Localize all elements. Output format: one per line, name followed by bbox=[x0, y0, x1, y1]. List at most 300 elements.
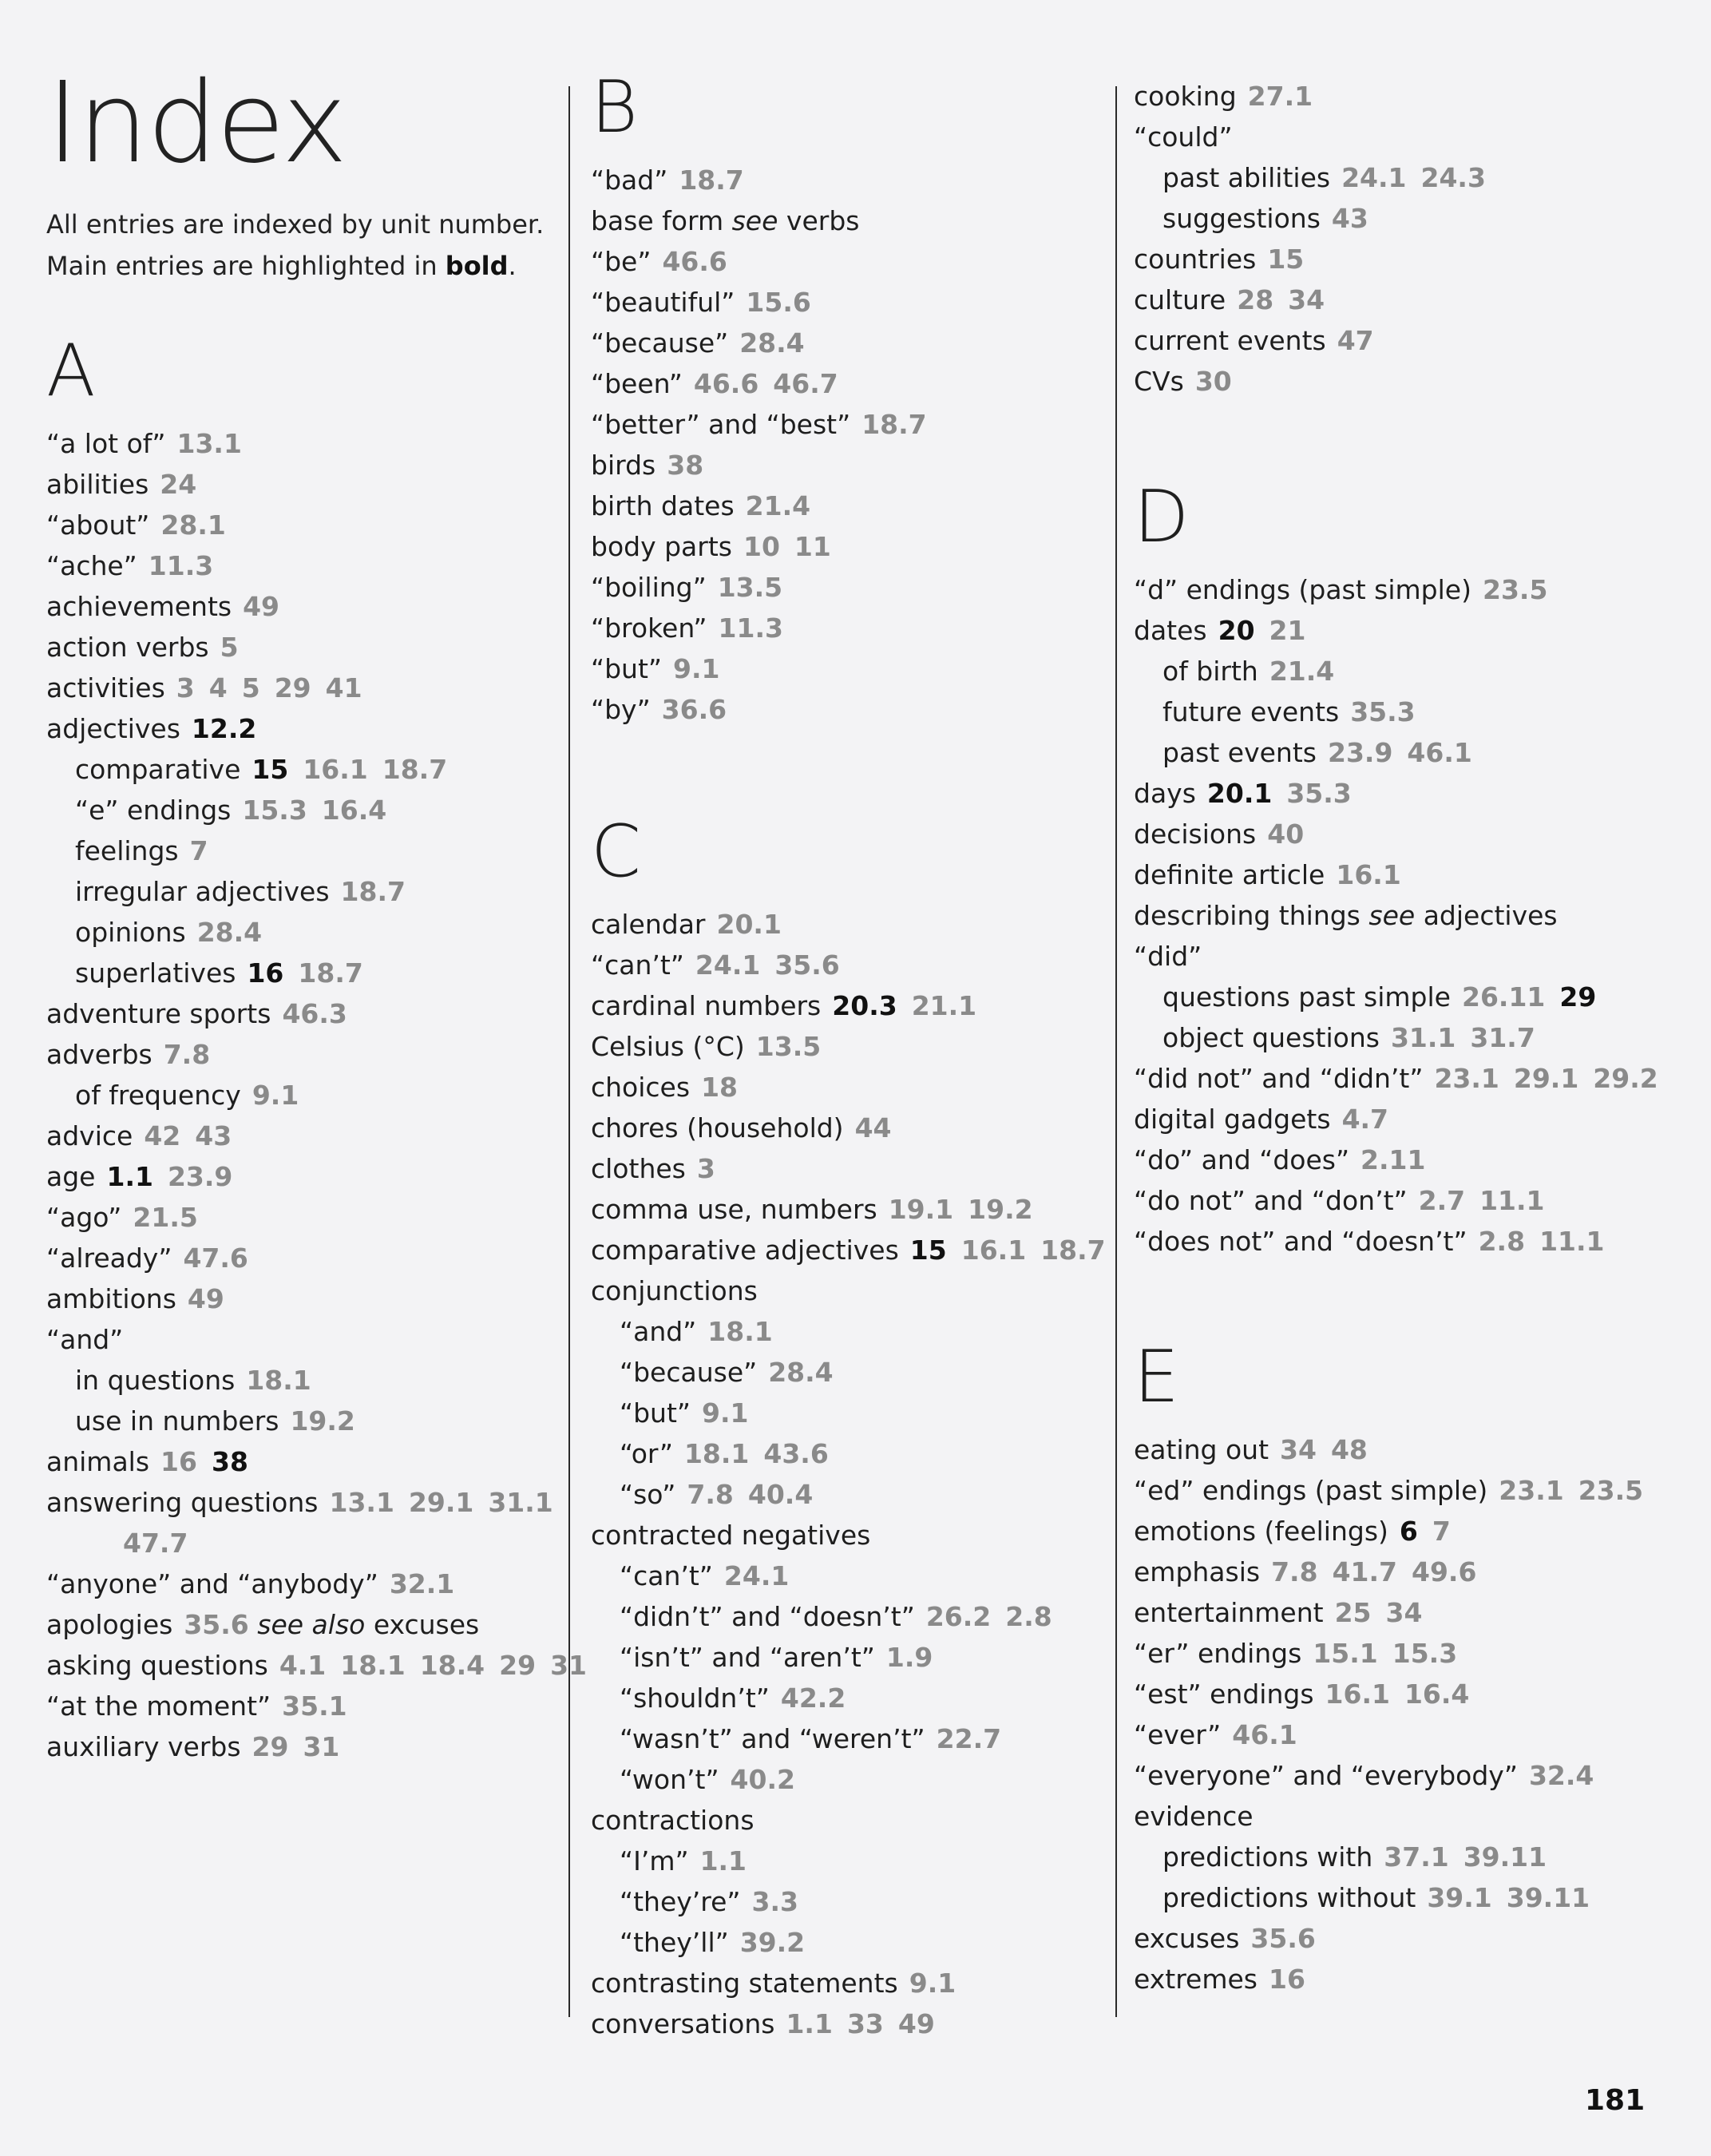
unit-number: 49.6 bbox=[1411, 1556, 1477, 1587]
index-entry bbox=[591, 1963, 1086, 2003]
entry-term: “ever” bbox=[1134, 1719, 1222, 1750]
entry-term: answering questions bbox=[46, 1487, 319, 1518]
unit-number: 16.4 bbox=[1404, 1678, 1470, 1710]
index-entry bbox=[591, 1596, 1086, 1637]
intro-text bbox=[46, 204, 557, 287]
unit-number: 15.6 bbox=[746, 287, 811, 318]
entry-term: predictions without bbox=[1162, 1882, 1416, 1913]
entry-term: Celsius (°C) bbox=[591, 1031, 745, 1062]
unit-number: 18.4 bbox=[419, 1650, 485, 1681]
index-entry bbox=[591, 1108, 1086, 1148]
entry-term: “by” bbox=[591, 694, 651, 725]
main-unit-number: 38 bbox=[211, 1446, 248, 1477]
see-target: adjectives bbox=[1423, 900, 1558, 931]
unit-number: 18.7 bbox=[340, 876, 406, 907]
unit-number: 40 bbox=[1267, 818, 1305, 850]
entry-term: asking questions bbox=[46, 1650, 268, 1681]
index-entry bbox=[1134, 1221, 1645, 1262]
entry-term: superlatives bbox=[75, 957, 236, 989]
entry-term: “so” bbox=[620, 1479, 676, 1510]
index-entry bbox=[1134, 361, 1645, 402]
unit-number: 47 bbox=[1337, 325, 1374, 356]
entry-term: birth dates bbox=[591, 490, 735, 521]
entry-term: irregular adjectives bbox=[75, 876, 330, 907]
unit-number: 16 bbox=[160, 1446, 197, 1477]
entry-term: “better” and “best” bbox=[591, 409, 851, 440]
index-entry bbox=[46, 1238, 541, 1278]
entry-term: adverbs bbox=[46, 1039, 152, 1070]
unit-number: 18.7 bbox=[679, 164, 744, 196]
unit-number: 7.8 bbox=[163, 1039, 211, 1070]
unit-number: 18.7 bbox=[298, 957, 363, 989]
unit-number: 21.4 bbox=[745, 490, 811, 521]
unit-number: 40.2 bbox=[730, 1764, 795, 1795]
entry-term: “at the moment” bbox=[46, 1690, 271, 1722]
unit-number: 46.6 bbox=[662, 246, 727, 277]
main-unit-number: 15 bbox=[909, 1235, 947, 1266]
entry-term: “does not” and “doesn’t” bbox=[1134, 1226, 1467, 1257]
entry-term: “or” bbox=[620, 1438, 673, 1469]
entry-term: achievements bbox=[46, 591, 232, 622]
unit-number: 15.3 bbox=[242, 795, 307, 826]
unit-number: 44 bbox=[854, 1112, 892, 1143]
entry-term: base form bbox=[591, 205, 724, 236]
unit-number: 26.11 bbox=[1461, 981, 1546, 1013]
entry-term: emotions (feelings) bbox=[1134, 1516, 1388, 1547]
section-gap bbox=[591, 730, 1086, 816]
index-entry bbox=[46, 1645, 587, 1686]
index-entry bbox=[1134, 1139, 1645, 1180]
unit-number: 2.8 bbox=[1005, 1601, 1052, 1632]
unit-number: 46.1 bbox=[1232, 1719, 1297, 1750]
entry-term: “ago” bbox=[46, 1202, 122, 1233]
entry-term: “but” bbox=[591, 653, 662, 684]
entry-term: animals bbox=[46, 1446, 150, 1477]
unit-number: 21.1 bbox=[911, 990, 977, 1021]
entry-term: “they’re” bbox=[620, 1886, 741, 1917]
unit-number: 39.1 bbox=[1427, 1882, 1492, 1913]
entry-term: “won’t” bbox=[620, 1764, 719, 1795]
see-reference: see also bbox=[257, 1609, 366, 1640]
section-letter: C bbox=[591, 810, 641, 894]
index-entry bbox=[1134, 117, 1645, 157]
entry-term: “do not” and “don’t” bbox=[1134, 1185, 1408, 1216]
entry-term: extremes bbox=[1134, 1964, 1258, 1995]
main-unit-number: 29 bbox=[1559, 981, 1597, 1013]
unit-number: 35.6 bbox=[1250, 1923, 1316, 1954]
unit-number: 43 bbox=[195, 1120, 232, 1151]
unit-number: 39.11 bbox=[1463, 1841, 1547, 1873]
unit-number: 13.5 bbox=[755, 1031, 822, 1062]
index-entry bbox=[591, 1393, 1086, 1433]
index-entry bbox=[591, 648, 1086, 689]
index-entry bbox=[46, 871, 541, 912]
index-entry bbox=[591, 1637, 1086, 1678]
intro-line-1: All entries are indexed by unit number. bbox=[46, 209, 545, 240]
entry-term: conversations bbox=[591, 2008, 775, 2039]
unit-number: 21 bbox=[1269, 615, 1306, 646]
index-entry bbox=[1134, 1552, 1645, 1592]
unit-number: 47.7 bbox=[123, 1528, 188, 1559]
entry-term: body parts bbox=[591, 531, 732, 562]
unit-number: 34 bbox=[1288, 284, 1325, 315]
index-entry bbox=[591, 1026, 1086, 1067]
entry-term: “wasn’t” and “weren’t” bbox=[620, 1723, 925, 1754]
see-reference: see bbox=[731, 205, 778, 236]
index-entry bbox=[591, 1718, 1086, 1759]
entry-term: predictions with bbox=[1162, 1841, 1373, 1873]
unit-number: 9.1 bbox=[673, 653, 720, 684]
index-entry bbox=[46, 464, 541, 505]
entry-term: “be” bbox=[591, 246, 652, 277]
index-entry bbox=[46, 1604, 541, 1645]
unit-number: 28 bbox=[1237, 284, 1274, 315]
index-entry bbox=[591, 1148, 1086, 1189]
index-entry bbox=[46, 912, 541, 953]
unit-number: 4.7 bbox=[1341, 1104, 1389, 1135]
index-entry bbox=[1134, 1796, 1645, 1837]
section-c bbox=[591, 810, 1106, 2044]
entry-term: “but” bbox=[620, 1397, 691, 1429]
unit-number: 43.6 bbox=[763, 1438, 829, 1469]
section-a bbox=[46, 329, 587, 1767]
index-entry bbox=[46, 790, 541, 830]
index-entry bbox=[591, 200, 1086, 241]
index-entry bbox=[591, 526, 1086, 567]
index-entry bbox=[46, 1116, 541, 1156]
unit-number: 42 bbox=[144, 1120, 181, 1151]
index-entry bbox=[1134, 157, 1645, 198]
unit-number: 18.7 bbox=[861, 409, 927, 440]
unit-number: 38 bbox=[667, 450, 704, 481]
page-number: 181 bbox=[1585, 2084, 1646, 2117]
main-unit-number: 1.1 bbox=[106, 1161, 153, 1192]
unit-number: 24.3 bbox=[1420, 162, 1486, 193]
unit-number: 1.9 bbox=[885, 1642, 933, 1673]
index-entry bbox=[591, 485, 1086, 526]
index-entry bbox=[1134, 814, 1645, 854]
entry-term: adventure sports bbox=[46, 998, 271, 1029]
index-entry bbox=[591, 1515, 1086, 1556]
intro-line-2-suffix: . bbox=[508, 251, 517, 281]
unit-number: 3 bbox=[696, 1153, 715, 1184]
entry-term: “because” bbox=[591, 327, 729, 359]
index-entry bbox=[591, 1189, 1086, 1230]
unit-number: 16.1 bbox=[1325, 1678, 1390, 1710]
unit-number: 46.6 bbox=[693, 368, 759, 399]
entry-term: “ache” bbox=[46, 550, 137, 581]
entry-term: “did” bbox=[1134, 941, 1202, 972]
unit-number: 15.1 bbox=[1313, 1638, 1378, 1669]
entry-term: “and” bbox=[620, 1316, 697, 1347]
unit-number: 23.5 bbox=[1482, 574, 1548, 605]
section-letter: D bbox=[1134, 475, 1190, 559]
index-entry bbox=[591, 945, 1086, 985]
index-entry bbox=[591, 1841, 1086, 1881]
index-entry bbox=[1134, 1511, 1645, 1552]
index-entry bbox=[46, 953, 541, 993]
index-entry bbox=[1134, 1714, 1645, 1755]
unit-number: 35.6 bbox=[774, 949, 840, 981]
entry-term: emphasis bbox=[1134, 1556, 1261, 1587]
index-entry bbox=[1134, 854, 1645, 895]
unit-number: 31.1 bbox=[488, 1487, 553, 1518]
unit-number: 34 bbox=[1280, 1434, 1317, 1465]
section-e bbox=[1134, 1335, 1645, 1999]
unit-number: 48 bbox=[1330, 1434, 1368, 1465]
index-entry bbox=[1134, 895, 1645, 936]
unit-number: 15.3 bbox=[1392, 1638, 1458, 1669]
unit-number: 1.1 bbox=[699, 1845, 747, 1877]
unit-number: 31 bbox=[550, 1650, 587, 1681]
index-entry bbox=[46, 749, 541, 790]
index-entry bbox=[46, 1319, 541, 1360]
index-entry bbox=[591, 1067, 1086, 1108]
entry-term: past abilities bbox=[1162, 162, 1331, 193]
index-entry bbox=[46, 505, 541, 545]
index-entry bbox=[1134, 1959, 1645, 1999]
unit-number: 35.6 bbox=[184, 1609, 249, 1640]
unit-number: 49 bbox=[897, 2008, 935, 2039]
index-entry bbox=[1134, 1877, 1645, 1918]
index-entry bbox=[1134, 1429, 1645, 1470]
entry-term: cardinal numbers bbox=[591, 990, 822, 1021]
unit-number: 7.8 bbox=[1271, 1556, 1318, 1587]
see-target: excuses bbox=[373, 1609, 480, 1640]
entry-term: birds bbox=[591, 450, 656, 481]
unit-number: 18.7 bbox=[382, 754, 448, 785]
unit-number: 21.5 bbox=[133, 1202, 198, 1233]
entry-term: calendar bbox=[591, 909, 706, 940]
index-entry bbox=[1134, 76, 1645, 117]
unit-number: 42.2 bbox=[780, 1682, 846, 1714]
entry-term: excuses bbox=[1134, 1923, 1240, 1954]
unit-number: 28.4 bbox=[196, 917, 263, 948]
unit-number: 46.1 bbox=[1407, 737, 1472, 768]
unit-number: 33 bbox=[846, 2008, 884, 2039]
main-unit-number: 15 bbox=[252, 754, 289, 785]
index-entry bbox=[1134, 198, 1645, 239]
unit-number: 25 bbox=[1334, 1597, 1372, 1628]
index-entry bbox=[46, 1401, 541, 1441]
unit-number: 35.3 bbox=[1350, 696, 1416, 727]
index-column-2 bbox=[591, 65, 1106, 2044]
intro-bold-word: bold bbox=[445, 251, 509, 281]
entry-term: abilities bbox=[46, 469, 149, 500]
index-entry bbox=[46, 1360, 541, 1401]
index-entry bbox=[591, 1800, 1086, 1841]
intro-line-2-prefix: Main entries are highlighted in bbox=[46, 251, 438, 281]
index-entry bbox=[591, 1881, 1086, 1922]
unit-number: 31 bbox=[303, 1731, 340, 1762]
unit-number: 5 bbox=[220, 632, 239, 663]
index-entry bbox=[1134, 610, 1645, 651]
index-entry bbox=[591, 1678, 1086, 1718]
entry-term: conjunctions bbox=[591, 1275, 758, 1306]
unit-number: 34 bbox=[1385, 1597, 1423, 1628]
intro-line-2 bbox=[46, 245, 557, 287]
unit-number: 16.4 bbox=[321, 795, 387, 826]
unit-number: 4.1 bbox=[279, 1650, 327, 1681]
index-entry bbox=[1134, 279, 1645, 320]
unit-number: 10 bbox=[743, 531, 780, 562]
index-entry bbox=[1134, 320, 1645, 361]
entry-term: “isn’t” and “aren’t” bbox=[620, 1642, 875, 1673]
index-entry bbox=[591, 567, 1086, 608]
entry-term: object questions bbox=[1162, 1022, 1380, 1053]
unit-number: 40.4 bbox=[747, 1479, 814, 1510]
entry-term: “shouldn’t” bbox=[620, 1682, 770, 1714]
entry-term: “can’t” bbox=[620, 1560, 713, 1591]
unit-number: 18.1 bbox=[246, 1365, 311, 1396]
index-entry bbox=[591, 282, 1086, 323]
main-unit-number: 20.1 bbox=[1206, 778, 1273, 809]
entry-term: decisions bbox=[1134, 818, 1257, 850]
index-entry bbox=[1134, 936, 1645, 977]
unit-number: 11.1 bbox=[1539, 1226, 1605, 1257]
index-entry bbox=[1134, 569, 1645, 610]
entry-term: past events bbox=[1162, 737, 1317, 768]
entry-term: days bbox=[1134, 778, 1196, 809]
unit-number: 5 bbox=[241, 672, 260, 703]
unit-number: 41 bbox=[325, 672, 362, 703]
unit-number: 31.7 bbox=[1470, 1022, 1535, 1053]
unit-number: 29.1 bbox=[408, 1487, 474, 1518]
unit-number: 23.9 bbox=[1327, 737, 1393, 768]
index-entry bbox=[591, 904, 1086, 945]
index-entry bbox=[591, 1352, 1086, 1393]
entry-term: clothes bbox=[591, 1153, 686, 1184]
entry-term: “can’t” bbox=[591, 949, 684, 981]
main-unit-number: 20 bbox=[1218, 615, 1255, 646]
unit-number: 3.3 bbox=[751, 1886, 798, 1917]
entry-term: feelings bbox=[75, 835, 179, 866]
unit-number: 16.1 bbox=[960, 1235, 1027, 1266]
index-entry bbox=[1134, 1755, 1645, 1796]
unit-number: 2.7 bbox=[1418, 1185, 1466, 1216]
section-b bbox=[591, 65, 1086, 730]
section-gap bbox=[1134, 1262, 1645, 1342]
entry-term: “about” bbox=[46, 509, 150, 541]
entry-term: “ed” endings (past simple) bbox=[1134, 1475, 1488, 1506]
entry-term: “er” endings bbox=[1134, 1638, 1302, 1669]
entry-term: opinions bbox=[75, 917, 186, 948]
entry-term: contrasting statements bbox=[591, 1968, 898, 1999]
entry-term: “boiling” bbox=[591, 572, 707, 603]
index-entry bbox=[1134, 1470, 1645, 1511]
section-letter: A bbox=[46, 329, 96, 413]
main-unit-number: 20.3 bbox=[832, 990, 897, 1021]
entry-term: advice bbox=[46, 1120, 133, 1151]
entry-term: digital gadgets bbox=[1134, 1104, 1331, 1135]
entry-term: “bad” bbox=[591, 164, 668, 196]
unit-number: 24 bbox=[160, 469, 197, 500]
index-entry bbox=[1134, 773, 1645, 814]
index-entry bbox=[591, 1474, 1086, 1515]
unit-number: 21.4 bbox=[1269, 656, 1335, 687]
entry-term: activities bbox=[46, 672, 165, 703]
index-entry bbox=[591, 241, 1086, 282]
index-entry bbox=[591, 1433, 1086, 1474]
index-entry bbox=[1134, 1017, 1645, 1058]
section-letter: B bbox=[591, 65, 638, 149]
unit-number: 16 bbox=[1268, 1964, 1305, 1995]
index-entry bbox=[591, 363, 1086, 404]
index-entry bbox=[591, 2003, 1086, 2044]
index-entry bbox=[46, 586, 541, 627]
unit-number: 41.7 bbox=[1332, 1556, 1397, 1587]
index-entry bbox=[46, 1156, 541, 1197]
unit-number: 27.1 bbox=[1247, 81, 1313, 112]
index-column-1 bbox=[46, 329, 587, 1767]
index-entry bbox=[591, 608, 1086, 648]
unit-number: 35.3 bbox=[1286, 778, 1352, 809]
entry-term: dates bbox=[1134, 615, 1207, 646]
column-divider bbox=[1115, 86, 1117, 2017]
unit-number: 24.1 bbox=[723, 1560, 790, 1591]
index-entry bbox=[46, 1034, 541, 1075]
unit-number: 1.1 bbox=[786, 2008, 833, 2039]
unit-number: 24.1 bbox=[695, 949, 761, 981]
main-unit-number: 12.2 bbox=[191, 713, 257, 744]
unit-number: 18 bbox=[701, 1072, 738, 1103]
index-entry bbox=[591, 985, 1086, 1026]
index-entry bbox=[1134, 1674, 1645, 1714]
unit-number: 49 bbox=[243, 591, 280, 622]
unit-number: 7.8 bbox=[687, 1479, 734, 1510]
column-divider bbox=[568, 86, 570, 2017]
unit-number: 11.1 bbox=[1479, 1185, 1545, 1216]
entry-term: “could” bbox=[1134, 121, 1233, 153]
entry-term: chores (household) bbox=[591, 1112, 844, 1143]
entry-term: apologies bbox=[46, 1609, 173, 1640]
index-entry bbox=[1134, 1633, 1645, 1674]
entry-term: definite article bbox=[1134, 859, 1325, 890]
entry-term: “been” bbox=[591, 368, 683, 399]
unit-number: 30 bbox=[1194, 366, 1232, 397]
entry-term: “anyone” and “anybody” bbox=[46, 1568, 378, 1599]
unit-number: 7 bbox=[189, 835, 208, 866]
index-entry bbox=[46, 993, 541, 1034]
index-entry bbox=[46, 668, 541, 708]
index-entry bbox=[46, 1278, 541, 1319]
index-entry bbox=[1134, 651, 1645, 692]
entry-term: auxiliary verbs bbox=[46, 1731, 241, 1762]
unit-number: 16.1 bbox=[303, 754, 368, 785]
unit-number: 15 bbox=[1267, 244, 1305, 275]
index-entry bbox=[46, 1563, 541, 1604]
unit-number: 35.1 bbox=[282, 1690, 347, 1722]
unit-number: 31.1 bbox=[1390, 1022, 1456, 1053]
index-entry bbox=[46, 1726, 541, 1767]
unit-number: 19.2 bbox=[290, 1405, 355, 1437]
index-column-3 bbox=[1134, 76, 1658, 1999]
entry-term: “a lot of” bbox=[46, 428, 166, 459]
entry-term: “already” bbox=[46, 1242, 172, 1274]
entry-term: contracted negatives bbox=[591, 1520, 871, 1551]
entry-term: entertainment bbox=[1134, 1597, 1324, 1628]
unit-number: 29.1 bbox=[1513, 1063, 1579, 1094]
entry-term: “do” and “does” bbox=[1134, 1144, 1350, 1175]
entry-term: “I’m” bbox=[620, 1845, 689, 1877]
index-entry bbox=[46, 1075, 541, 1116]
unit-number: 26.2 bbox=[925, 1601, 992, 1632]
unit-number: 39.2 bbox=[739, 1927, 806, 1958]
unit-number: 36.6 bbox=[661, 694, 727, 725]
unit-number: 9.1 bbox=[909, 1968, 956, 1999]
entry-term: “didn’t” and “doesn’t” bbox=[620, 1601, 915, 1632]
unit-number: 29 bbox=[274, 672, 311, 703]
